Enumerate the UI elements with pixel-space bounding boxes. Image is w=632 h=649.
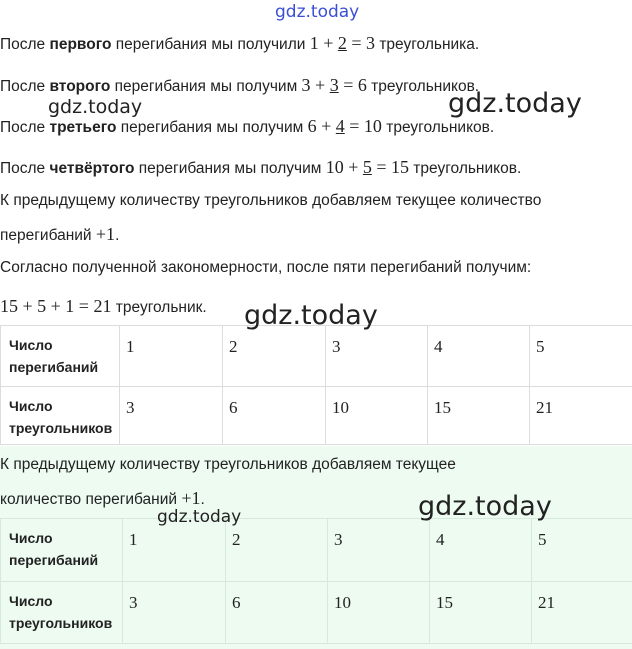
table-folds-triangles (0, 325, 632, 445)
step-line-1 (0, 33, 479, 54)
ordinal-bold: четвёртого (49, 160, 135, 177)
math-underlined: 5 (362, 157, 372, 177)
text: количество перегибаний (0, 491, 182, 508)
text: треугольник. (111, 299, 207, 316)
math-part: = 6 (338, 75, 367, 95)
math-underlined: 4 (335, 116, 345, 136)
table-cell: 1 (123, 519, 226, 582)
text: перегибания мы получим (116, 119, 308, 136)
table-cell: 6 (223, 387, 326, 445)
math-part: 6 + (307, 116, 336, 136)
ordinal-bold: первого (49, 36, 112, 53)
text: перегибания мы получим (134, 160, 326, 177)
step-line-3 (0, 116, 494, 137)
watermark: gdz.today (448, 88, 582, 119)
math-part: 15 + 5 + 1 = 21 (0, 296, 112, 316)
paragraph-conclusion: Согласно полученной закономерности, после пяти перегибаний получим: (0, 259, 532, 276)
watermark: gdz.today (418, 491, 552, 522)
table-cell: 4 (430, 519, 532, 582)
table-cell: 15 (428, 387, 530, 445)
math-part: 3 + (301, 75, 330, 95)
table-cell: 5 (530, 326, 632, 387)
row-label: Число перегибаний (1, 326, 120, 387)
math-underlined: 3 (329, 75, 339, 95)
text: После (0, 119, 50, 136)
text: треугольников. (409, 160, 522, 177)
text: треугольников. (381, 119, 495, 136)
green-line-2 (0, 488, 205, 509)
row-label: Число перегибаний (1, 519, 123, 582)
table-cell: 3 (120, 387, 223, 445)
ordinal-bold: второго (49, 78, 111, 95)
math-underlined: 2 (337, 33, 347, 53)
table-cell: 3 (328, 519, 430, 582)
table-cell: 3 (326, 326, 428, 387)
math-part: 1 + (309, 33, 338, 53)
ordinal-bold: третьего (49, 119, 117, 136)
text: После (0, 78, 50, 95)
table-cell: 3 (123, 582, 226, 644)
text: . (115, 227, 120, 244)
table-cell: 10 (326, 387, 428, 445)
table-row (1, 387, 632, 445)
math-part: +1 (181, 488, 201, 508)
math-part: = 10 (344, 116, 382, 136)
table-cell: 6 (226, 582, 328, 644)
text: треугольника. (375, 36, 480, 53)
paragraph-rule-line-1: К предыдущему количеству треугольников добавляем текущее количество (0, 192, 542, 209)
row-label: Число треугольников (1, 387, 120, 445)
math-part: +1 (95, 224, 116, 244)
paragraph-rule-line-2 (0, 224, 119, 245)
table-cell: 21 (532, 582, 632, 644)
green-table (0, 518, 632, 644)
table-cell: 2 (223, 326, 326, 387)
text: . (200, 491, 205, 508)
watermark: gdz.today (157, 507, 242, 527)
math-part: 10 + (325, 157, 363, 177)
table-cell: 2 (226, 519, 328, 582)
result-line (0, 296, 207, 317)
text: перегибаний (0, 227, 96, 244)
table-cell: 10 (328, 582, 430, 644)
math-part: = 3 (346, 33, 376, 53)
table-row (1, 519, 632, 582)
text: После (0, 36, 50, 53)
table-cell: 4 (428, 326, 530, 387)
text: перегибания мы получим (110, 78, 302, 95)
table-row (1, 326, 632, 387)
watermark: gdz.today (244, 300, 378, 331)
step-line-4 (0, 157, 521, 178)
watermark: gdz.today (275, 2, 360, 22)
step-line-2 (0, 75, 479, 96)
table-row (1, 582, 632, 644)
text: треугольников. (366, 78, 480, 95)
text: После (0, 160, 50, 177)
math-part: = 15 (371, 157, 409, 177)
table-cell: 5 (532, 519, 632, 582)
table-cell: 15 (430, 582, 532, 644)
row-label: Число треугольников (1, 582, 123, 644)
text: перегибания мы получили (111, 36, 310, 53)
highlighted-answer-block (0, 446, 632, 649)
watermark: gdz.today (48, 96, 143, 118)
table-cell: 21 (530, 387, 632, 445)
green-line-1: К предыдущему количеству треугольников добавляем текущее (0, 456, 456, 473)
table-cell: 1 (120, 326, 223, 387)
